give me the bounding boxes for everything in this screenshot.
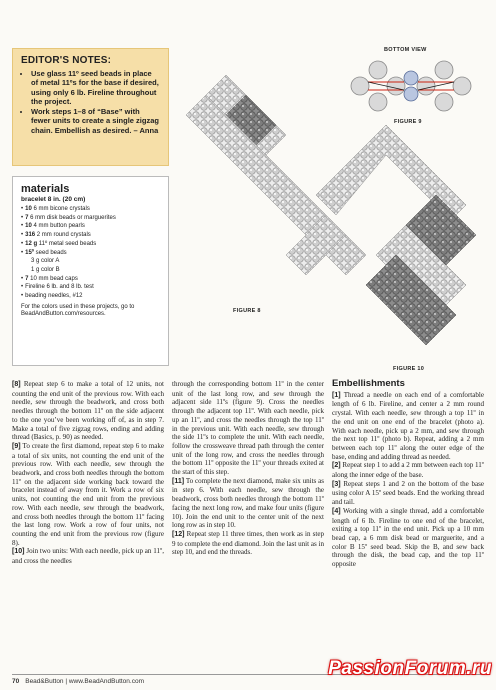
material-item: • 316 2 mm round crystals bbox=[21, 231, 160, 240]
material-item: • 15º seed beads bbox=[21, 249, 160, 258]
material-item: • 12 g 11º metal seed beads bbox=[21, 240, 160, 249]
page-footer bbox=[12, 678, 144, 685]
material-item: • Fireline 6 lb. and 8 lb. test bbox=[21, 283, 160, 292]
materials-title: materials bbox=[21, 183, 70, 195]
editors-note: • Work steps 1–8 of “Base” with fewer units to create a single zigzag chain. Embellish as desired. – Anna bbox=[31, 107, 160, 135]
material-subitem: 1 g color B bbox=[31, 266, 60, 273]
material-item: • 10 6 mm bicone crystals bbox=[21, 205, 160, 214]
text-column-3 bbox=[332, 380, 484, 569]
editors-notes-box bbox=[12, 48, 169, 166]
materials-list bbox=[21, 205, 160, 301]
editors-note: • Use glass 11º seed beads in place of metal 11ºs for the base if desired, using only 6 lb. Fireline throughout the project. bbox=[31, 69, 160, 106]
watermark-logo: PassionForum.ru bbox=[328, 658, 492, 679]
step-paragraph: through the corresponding bottom 11º in the center unit of the last long row, and sew through the adjacent side 11ºs (figure 9). Cross the needles through the adjacent top 11º. With each needle, pick up an 11º, and cross the needles through the top 11º in the previous unit. With each needle, sew through the side 11ºs to complete the unit. With each needle, follow the crossweave thread path through the center unit of the long row, and cross the needles through the bottom 11º opposite the 11º your threads exited at the start of this step. bbox=[172, 380, 324, 477]
step-paragraph: [1] Thread a needle on each end of a comfortable length of 6 lb. Fireline, and center a 2 mm round crystal. With each needle, sew through a top 11º in the end unit on one end of the bracelet (photo a). With each needle, pick up a 2 mm, and sew through the next top 11º (photo b). Repeat, adding a 2 mm between each top 11º along the outer edge of the base, ending and adding thread as needed. bbox=[332, 390, 484, 461]
materials-box bbox=[12, 176, 169, 366]
step-paragraph: [8] Repeat step 6 to make a total of 12 units, not counting the end unit of the previous row. With each needle, sew through the beadwork, and cross both needles through the bottom 11º on the side adjacent to the one you’ve been working off of, as in step 7. Make a total of five zigzag rows, ending and adding thread (Basics, p. 90) as needed. bbox=[12, 380, 164, 442]
step-paragraph: [12] Repeat step 11 three times, then work as in step 9 to complete the end diamond. Join the last unit as in step 10, and end the threads. bbox=[172, 529, 324, 557]
figure-8-label: FIGURE 8 bbox=[233, 308, 261, 314]
figure-10-label: FIGURE 10 bbox=[393, 366, 425, 372]
figure-9-label: FIGURE 9 bbox=[394, 119, 422, 125]
text-column-2 bbox=[172, 380, 324, 557]
figure-8-10-diagram bbox=[176, 55, 486, 365]
material-item: • 10 4 mm button pearls bbox=[21, 222, 160, 231]
material-item: • beading needles, #12 bbox=[21, 292, 160, 301]
material-item: • 7 6 mm disk beads or marguerites bbox=[21, 214, 160, 223]
bottom-view-label: BOTTOM VIEW bbox=[384, 47, 427, 53]
footer-text: Bead&Button | www.BeadAndButton.com bbox=[25, 678, 144, 685]
editors-notes-title: EDITOR'S NOTES: bbox=[21, 55, 112, 66]
step-paragraph: [2] Repeat step 1 to add a 2 mm between each top 11º along the inner edge of the base. bbox=[332, 461, 484, 480]
step-paragraph: [10] Join two units: With each needle, pick up an 11º, and cross the needles bbox=[12, 547, 164, 566]
step-paragraph: [3] Repeat steps 1 and 2 on the bottom of the base using color A 15º seed beads. End the working thread and tail. bbox=[332, 479, 484, 507]
step-paragraph: [9] To create the first diamond, repeat step 6 to make a total of six units, not counting the end unit of the previous row. With each needle, sew through the beadwork, and cross both needles through the bottom 11º on the adjacent side working back toward the bracelet instead of away from it. Work a row of six units, not counting the end unit from the previous row. With each needle, sew through the beadwork, and cross both needles through the bottom 11º facing the last long row. Work a row of four units, not counting the end unit from the previous row (figure 8). bbox=[12, 441, 164, 547]
text-column-1 bbox=[12, 380, 164, 566]
step-paragraph: [11] To complete the next diamond, make six units as in step 6. With each needle, sew through the beadwork, cross both needles through the bottom 11º facing the next long row, and make four units (figure 10). Join the end unit to the center unit of the next long row as in step 10. bbox=[172, 476, 324, 530]
materials-note: For the colors used in these projects, go to BeadAndButton.com/resources. bbox=[21, 303, 135, 318]
material-item: • 7 10 mm bead caps bbox=[21, 275, 160, 284]
editors-notes-list bbox=[21, 69, 160, 135]
step-paragraph: [4] Working with a single thread, add a comfortable length of 6 lb. Fireline to one end of the bracelet, exiting a top 11º in the end unit. Pick up a 10 mm bead cap, a 6 mm disk bead or marguerite, and a color B 15º seed bead. Skip the B, and sew back through the disk, the bead cap, and the top 11º opposite bbox=[332, 506, 484, 569]
materials-subtitle: bracelet 8 in. (20 cm) bbox=[21, 196, 86, 203]
material-subitem: 3 g color A bbox=[31, 258, 60, 265]
page-number: 70 bbox=[12, 678, 20, 685]
embellishments-heading: Embellishments bbox=[332, 378, 405, 389]
